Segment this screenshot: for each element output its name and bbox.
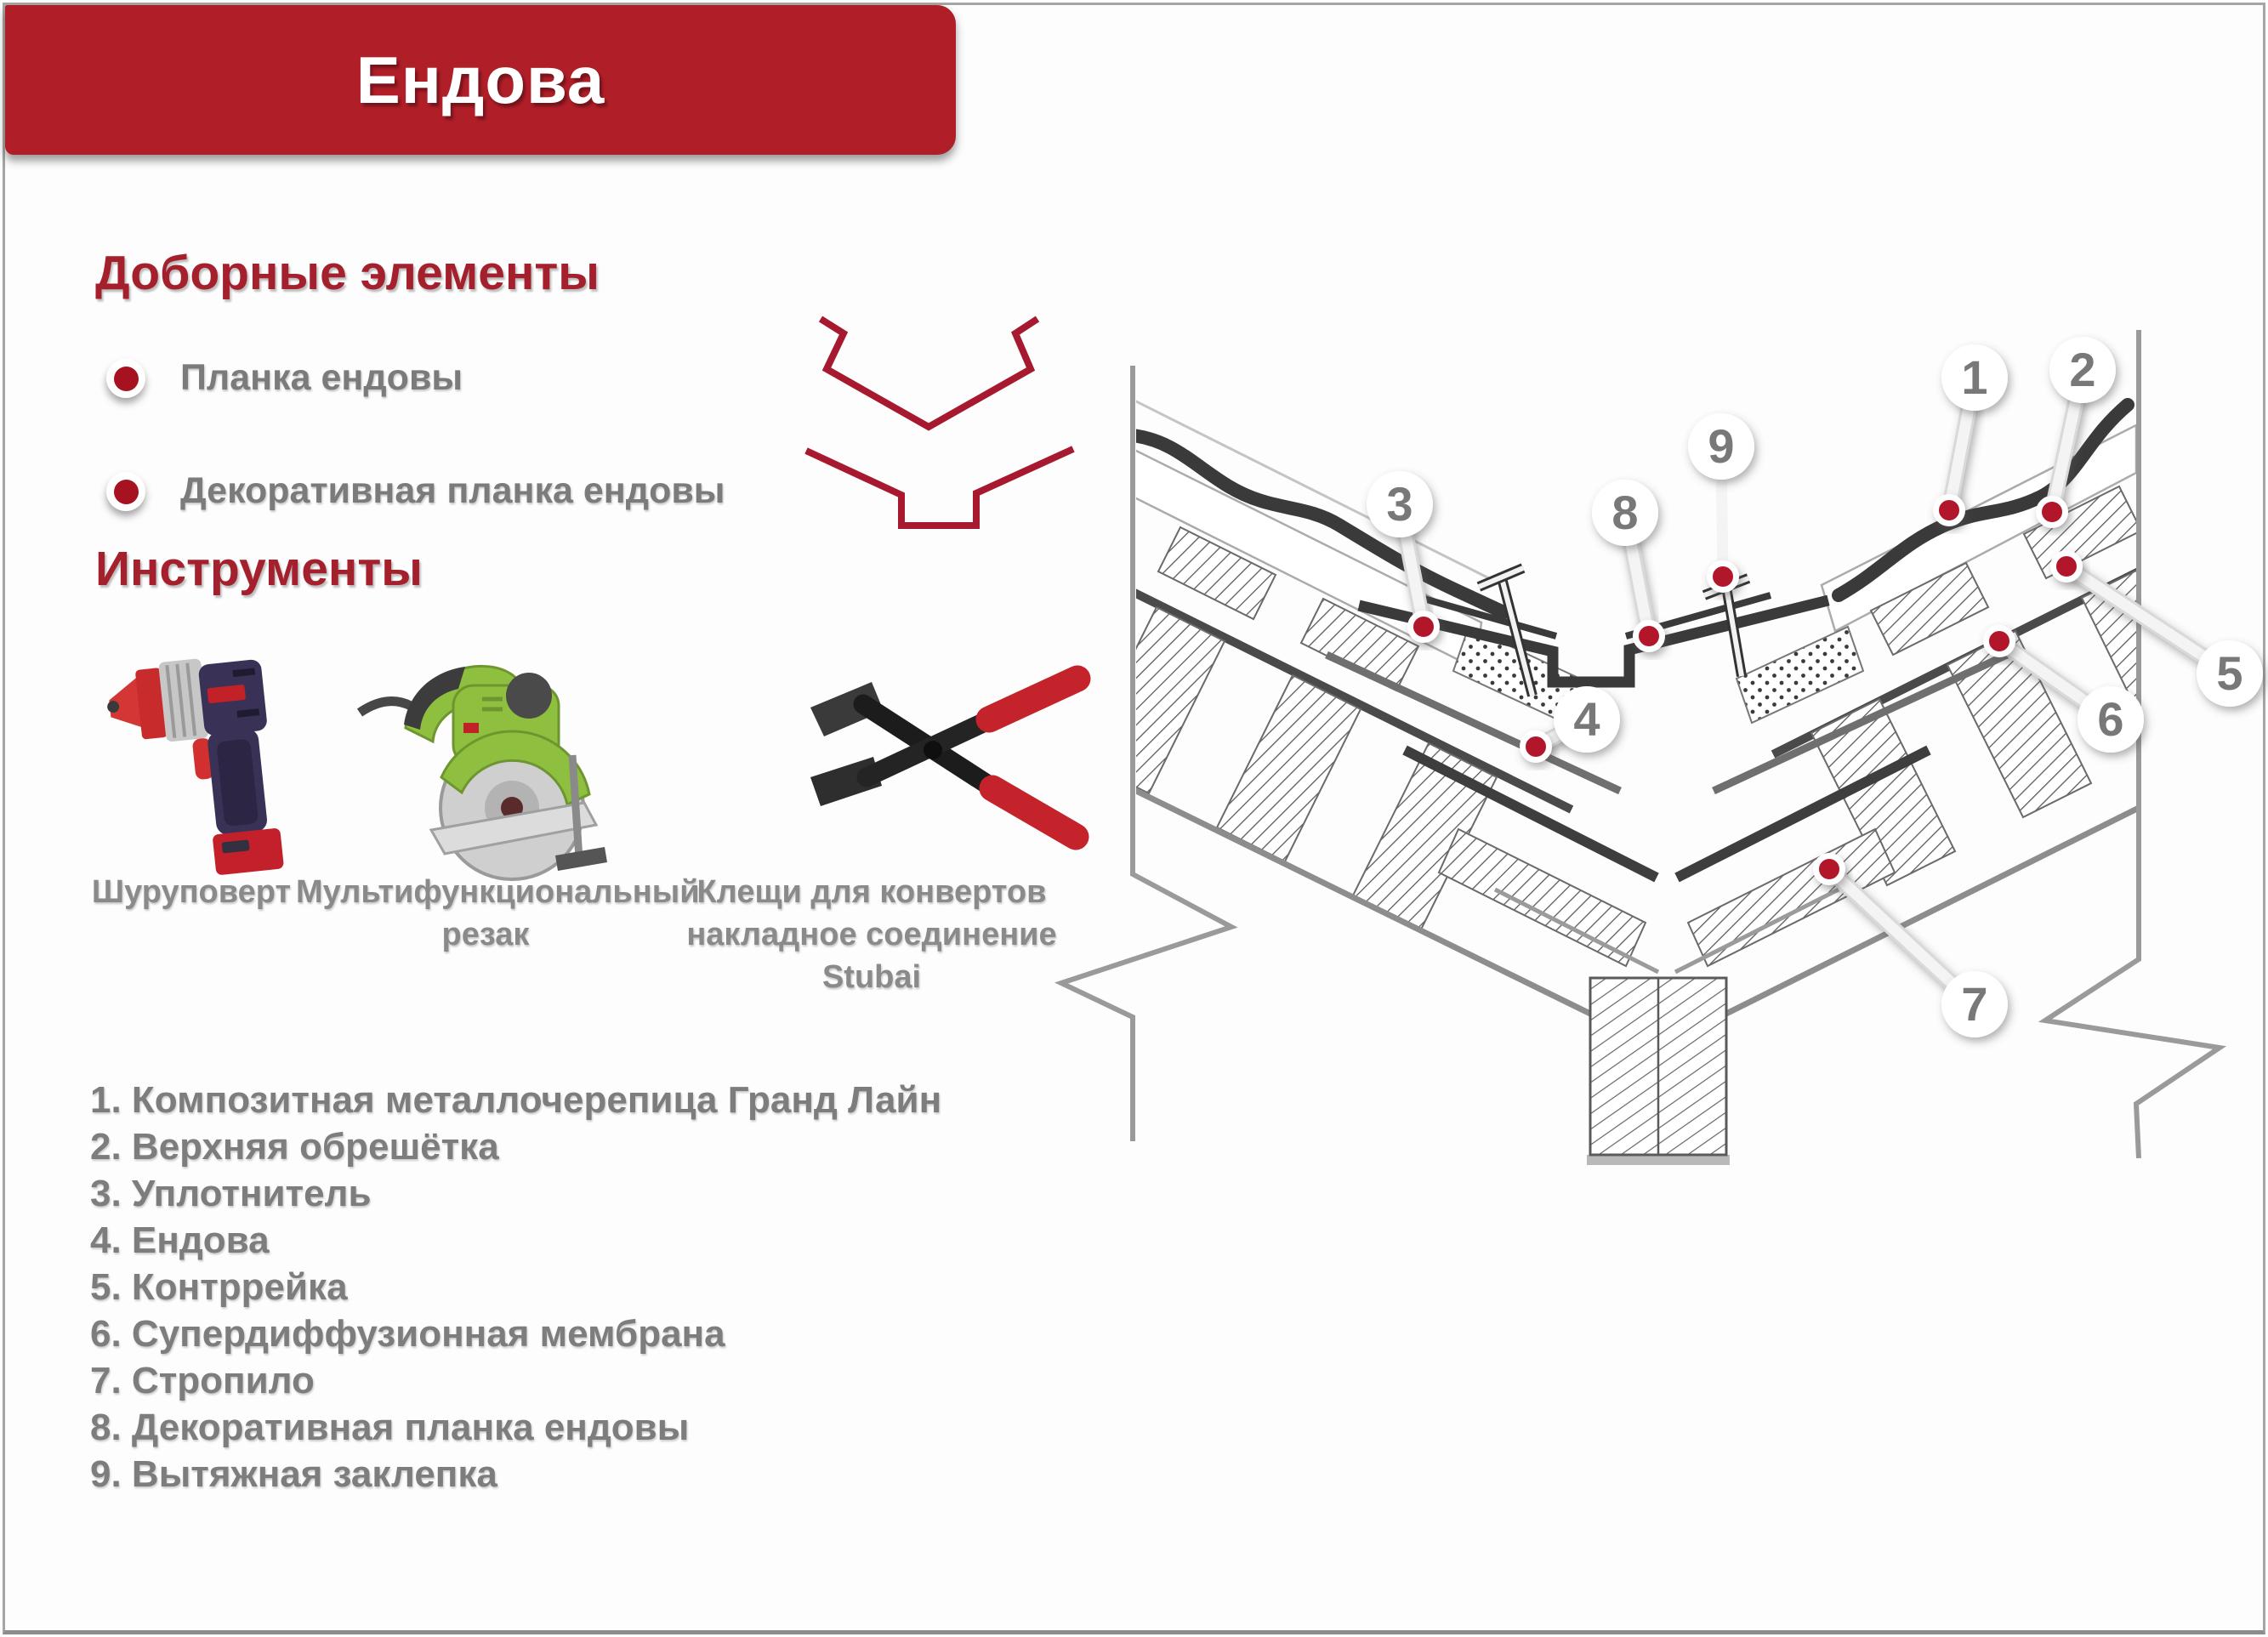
callout-9 (1688, 413, 1754, 590)
header-bar (5, 5, 956, 155)
element-item-label: Декоративная планка ендовы (180, 470, 725, 511)
legend-item: 6. Супердиффузионная мембрана (90, 1313, 725, 1355)
legend-list (90, 1077, 941, 1498)
callout-7 (1816, 856, 2009, 1038)
callout-dot-icon (1936, 497, 1963, 524)
callout-8 (1592, 480, 1663, 650)
callout-number: 4 (1573, 692, 1600, 746)
decorative-valley-strip-profile-icon (806, 449, 1073, 526)
tool-label: Мультифункциональный резак (296, 874, 700, 952)
callout-number: 1 (1961, 350, 1988, 404)
callout-dot-icon (1411, 614, 1437, 640)
valley-cross-section-diagram (1106, 306, 2268, 1191)
list-item (106, 359, 145, 398)
valley-strip-profiles (782, 298, 1123, 553)
legend-item: 5. Контррейка (90, 1266, 348, 1308)
callout-number: 2 (2069, 343, 2096, 396)
tools-section-heading: Инструменты (95, 542, 423, 596)
screwdriver-image (109, 639, 279, 890)
element-item-label: Планка ендовы (180, 357, 463, 398)
callout-dot-icon (1636, 623, 1663, 650)
callout-number: 6 (2097, 692, 2124, 746)
callout-number: 7 (1961, 977, 1988, 1031)
valley-rafter-beam (1587, 978, 1730, 1165)
elements-section-heading: Доборные элементы (95, 246, 600, 300)
batten (1081, 607, 1225, 793)
tool-label: Клещи для конвертов накладное соединение Stubai (686, 874, 1057, 995)
page-title: Ендова (355, 42, 605, 117)
legend-item: 2. Верхняя обрешётка (90, 1126, 499, 1168)
callout-5 (2054, 554, 2264, 708)
callout-number: 9 (1708, 419, 1735, 473)
valley-strip-profile-icon (821, 319, 1037, 427)
bullet-icon (106, 359, 145, 398)
callout-dot-icon (2039, 499, 2066, 526)
callout-number: 8 (1611, 486, 1639, 539)
legend-item: 9. Вытяжная заклепка (90, 1453, 497, 1495)
callout-dot-icon (1710, 564, 1737, 590)
legend-item: 3. Уплотнитель (90, 1173, 372, 1214)
batten (1217, 675, 1361, 861)
multifunctional-cutter-image (353, 628, 608, 908)
list-item (106, 472, 145, 511)
callout-dot-icon (1816, 856, 1843, 883)
legend-item: 8. Декоративная планка ендовы (90, 1407, 690, 1448)
bullet-icon (106, 472, 145, 511)
seal-strip (1737, 627, 1863, 723)
callout-dot-icon (2054, 554, 2080, 580)
legend-item: 1. Композитная металлочерепица Гранд Лайн (90, 1079, 942, 1121)
legend-item: 7. Стропило (90, 1360, 315, 1401)
callout-number: 3 (1386, 477, 1413, 531)
tool-label: Шуруповерт (91, 874, 292, 910)
legend-item: 4. Ендова (90, 1219, 270, 1261)
valley-batten-strip (1439, 829, 1646, 966)
callout-dot-icon (1987, 628, 2013, 655)
callout-number: 5 (2216, 646, 2243, 700)
callout-dot-icon (1523, 734, 1549, 760)
batten (1353, 743, 1497, 929)
pliers-image (804, 648, 1093, 873)
